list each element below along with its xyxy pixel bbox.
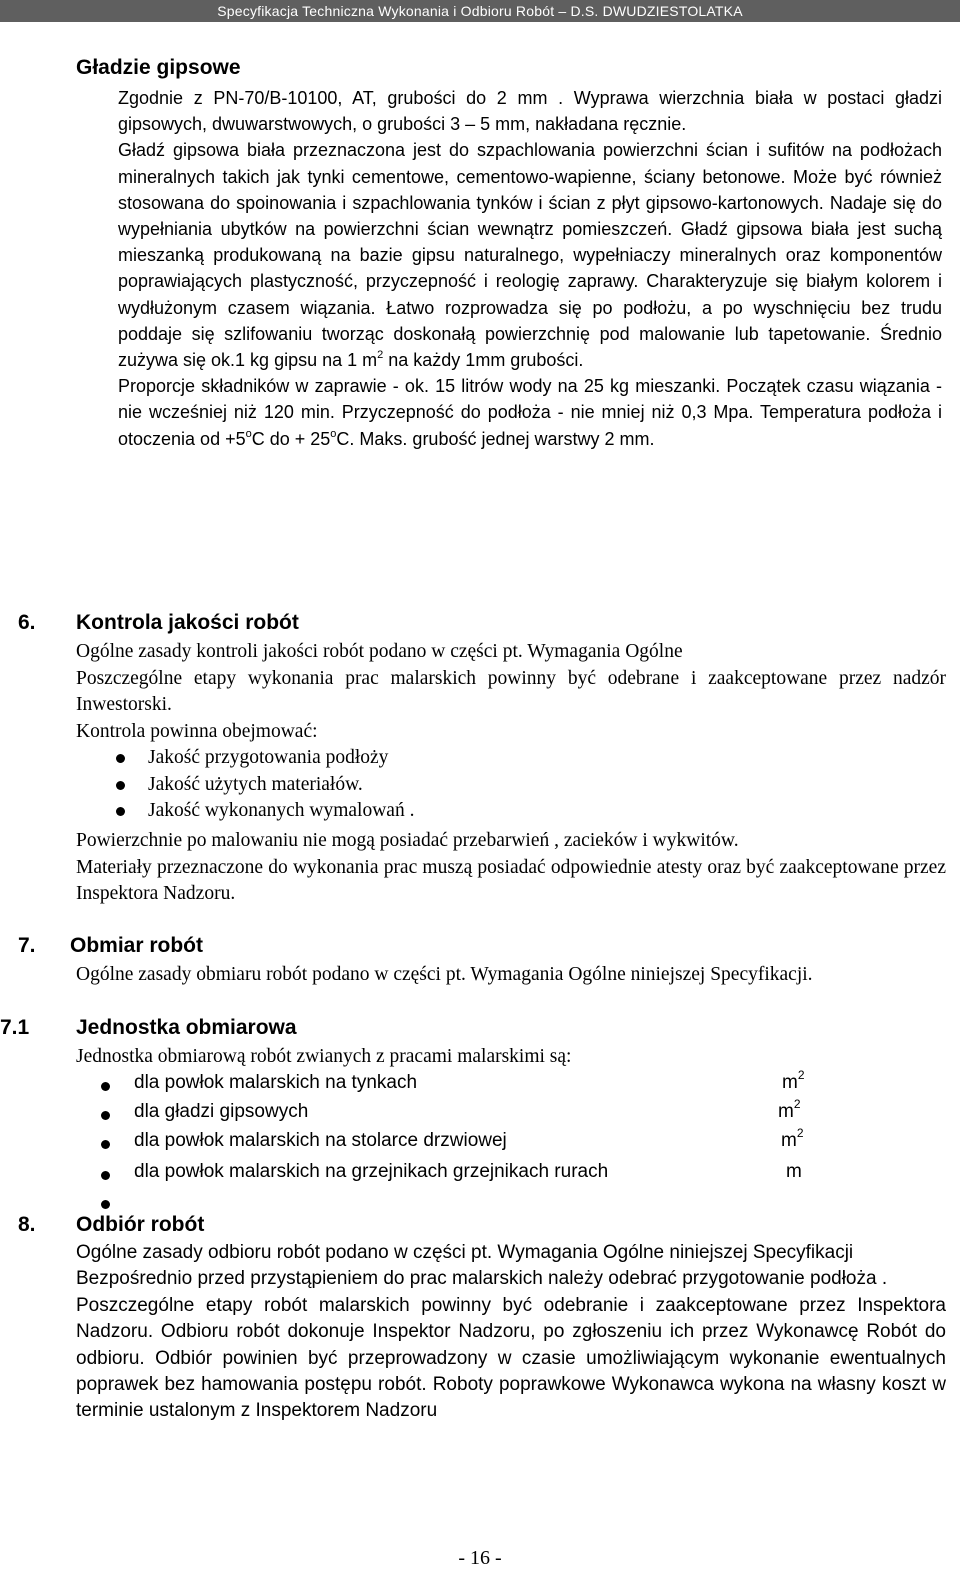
- list-item: [0, 1128, 960, 1158]
- bullet-icon: [101, 1082, 110, 1091]
- section-8-paragraph-3: Poszczególne etapy robót malarskich powinny być odebranie i zaakceptowane przez Inspektora Nadzoru. Odbioru robót dokonuje Inspektor Nadzoru, po zgłoszeniu ich przez Wykonawcę Robót do odbioru. Odbiór powinien być przeprowadzony w czasie umożliwiającym wykonanie ewentualnych poprawek bez hamowania postępu robót. Roboty poprawkowe Wykonawca wykona na własny koszt w terminie ustalonym z Inspektorem Nadzoru: [76, 1294, 946, 1422]
- subsection-title: Gładzie gipsowe: [76, 56, 241, 79]
- bullet-icon: [101, 1171, 110, 1180]
- list-item: [0, 1157, 960, 1187]
- section-6-body-2: [76, 828, 946, 908]
- section-6-line-3: Kontrola powinna obejmować:: [76, 720, 318, 742]
- section-7-body: [76, 962, 946, 989]
- unit-value: m: [786, 1161, 802, 1182]
- section-number: 8.: [18, 1213, 36, 1236]
- section-8-body: [76, 1240, 946, 1425]
- bullet-icon: [101, 1140, 110, 1149]
- bullet-icon: [116, 754, 125, 763]
- gladz-paragraph-3: Proporcje składników w zaprawie - ok. 15 litrów wody na 25 kg mieszanki. Początek czasu wiązania - nie wcześniej niż 120 min. Przyczepność do podłoża - nie mniej niż 0,3 Mpa. Temperatura podłoża i otoczenia od $+5^oC$ do + $25^oC$. Maks. grubość jednej warstwy 2 mm.: [118, 376, 942, 449]
- list-item: Jakość użytych materiałów.: [76, 772, 946, 799]
- list-item: [0, 1070, 960, 1100]
- bullet-icon: [116, 781, 125, 790]
- list-item: Jakość wykonanych wymalowań .: [76, 798, 946, 825]
- bullet-icon: [101, 1200, 110, 1209]
- unit-value: $m^2$: [778, 1097, 801, 1122]
- unit-item-label: dla powłok malarskich na grzejnikach grzejnikach rurach: [134, 1161, 609, 1182]
- section-8-paragraph-2: Bezpośrednio przed przystąpieniem do prac malarskich należy odebrać przygotowanie podłoża .: [76, 1268, 888, 1290]
- section-7-1-intro: [76, 1044, 946, 1071]
- gladz-description: [118, 85, 942, 452]
- list-item: Jakość przygotowania podłoży: [76, 745, 946, 772]
- list-item: [0, 1099, 960, 1129]
- section-6-line-4: Powierzchnie po malowaniu nie mogą posiadać przebarwień , zacieków i wykwitów.: [76, 830, 739, 851]
- unit-value: $m^2$: [782, 1068, 805, 1093]
- section-6-line-1: Ogólne zasady kontroli jakości robót podano w części pt. Wymagania Ogólne: [76, 641, 683, 662]
- gladz-paragraph-2: Gładź gipsowa biała przeznaczona jest do szpachlowania powierzchni ścian i sufitów na podłożach mineralnych takich jak tynki cementowe, cementowo-wapienne, ściany betonowe. Może być również stosowana do spoinowania i szpachlowania tynków i ścian z płyt gipsowo-kartonowych. Nadaje się do wypełniania ubytków na powierzchni ścian wewnątrz pomieszczeń. Gładź gipsowa biała jest suchą mieszanką produkowaną na bazie gipsu naturalnego, wypełniaczy mineralnych oraz komponentów poprawiających plastyczność, przyczepność i reologię zaprawy. Charakteryzuje się białym kolorem i wydłużonym czasem wiązania. Łatwo rozprowadza się po podłożu, a po wyschnięciu bez trudu poddaje się szlifowaniu tworząc doskonałą powierzchnię pod malowanie lub tapetowanie. Średnio zużywa się ok.1 kg gipsu na 1 $m^2$ na każdy 1mm grubości.: [118, 140, 942, 371]
- section-title: Obmiar robót: [70, 934, 204, 957]
- section-6-line-5: Materiały przeznaczone do wykonania prac muszą posiadać odpowiednie atesty oraz być zaakceptowane przez Inspektora Nadzoru.: [76, 856, 946, 904]
- section-title: Kontrola jakości robót: [76, 611, 299, 634]
- section-number: 7.: [18, 934, 36, 957]
- section-6-body: [76, 639, 946, 745]
- unit-item-label: dla powłok malarskich na tynkach: [134, 1072, 418, 1093]
- document-header: Specyfikacja Techniczna Wykonania i Odbioru Robót – D.S. DWUDZIESTOLATKA: [0, 0, 960, 22]
- bullet-icon: [101, 1111, 110, 1120]
- section-number: 6.: [18, 611, 36, 634]
- unit-item-label: dla gładzi gipsowych: [134, 1101, 309, 1122]
- bullet-icon: [116, 807, 125, 816]
- quality-control-list: [76, 745, 946, 825]
- section-title: Jednostka obmiarowa: [76, 1016, 297, 1039]
- section-8-paragraph-1: Ogólne zasady odbioru robót podano w części pt. Wymagania Ogólne niniejszej Specyfikacji: [76, 1242, 854, 1263]
- unit-value: $m^2$: [781, 1126, 804, 1151]
- unit-item-label: dla powłok malarskich na stolarce drzwiowej: [134, 1130, 507, 1151]
- list-item: [0, 1186, 960, 1216]
- section-number: 7.1: [0, 1016, 30, 1039]
- section-7-1-intro-text: Jednostka obmiarową robót zwianych z pracami malarskimi są:: [76, 1046, 572, 1067]
- section-6-line-2: Poszczególne etapy wykonania prac malarskich powinny być odebrane i zaakceptowane przez nadzór Inwestorski.: [76, 667, 946, 715]
- section-7-text: Ogólne zasady obmiaru robót podano w części pt. Wymagania Ogólne niniejszej Specyfikacji.: [76, 964, 813, 985]
- page-number: - 16 -: [458, 1547, 502, 1569]
- gladz-paragraph-1: Zgodnie z PN-70/B-10100, AT, grubości do 2 mm . Wyprawa wierzchnia biała w postaci gładzi gipsowych, dwuwarstwowych, o grubości 3 – 5 mm, nakładana ręcznie.: [118, 88, 942, 135]
- section-title: Odbiór robót: [76, 1213, 205, 1236]
